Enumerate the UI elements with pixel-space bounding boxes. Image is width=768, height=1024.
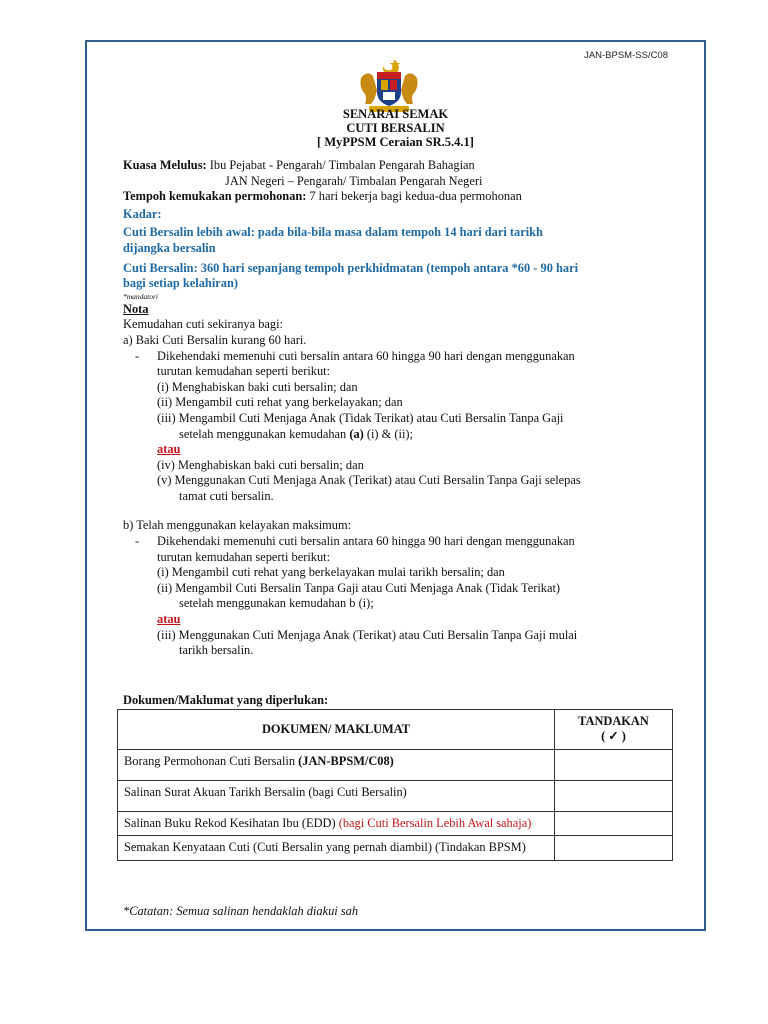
doc-cell: [118, 836, 555, 860]
kuasa-melulus-line: [123, 158, 678, 174]
checkmark-label: ( ✓ ): [601, 729, 626, 744]
tempoh-value: 7 hari bekerja bagi kedua-dua permohonan: [309, 189, 522, 204]
doc-cell: [118, 749, 555, 780]
nota-a-dash-text: Dikehendaki memenuhi cuti bersalin antara 60 hingga 90 hari dengan menggunakan: [157, 348, 575, 363]
kadar-cuti-line2: bagi setiap kelahiran): [123, 276, 238, 291]
nota-b-label: b) Telah menggunakan kelayakan maksimum:: [123, 518, 352, 533]
nota-b-dash-line1: - Dikehendaki memenuhi cuti bersalin antara 60 hingga 90 hari dengan menggunakan: [135, 534, 575, 549]
nota-intro: Kemudahan cuti sekiranya bagi:: [123, 317, 283, 332]
atau-1: atau: [157, 442, 181, 457]
tempoh-line: [123, 189, 678, 205]
title-block: [87, 107, 704, 149]
tandakan-label: TANDAKAN: [578, 714, 649, 728]
nota-a-iii-line1: (iii) Mengambil Cuti Menjaga Anak (Tidak Terikat) atau Cuti Bersalin Tanpa Gaji: [157, 410, 564, 425]
nota-b-i: (i) Mengambil cuti rehat yang berkelayakan mulai tarikh bersalin; dan: [157, 565, 505, 580]
table-row: [118, 811, 673, 835]
malaysia-coat-of-arms-icon: [357, 56, 421, 114]
nota-b-dash-line2: turutan kemudahan seperti berikut:: [157, 549, 331, 564]
atau-2: atau: [157, 612, 181, 627]
doc-cell: [118, 780, 555, 811]
table-row: [118, 780, 673, 811]
document-body: [123, 158, 678, 659]
table-header-row: [118, 710, 673, 750]
doc-text-red: (bagi Cuti Bersalin Lebih Awal sahaja): [338, 815, 532, 830]
nota-a-iii-pre: setelah menggunakan kemudahan: [179, 426, 350, 441]
doc-cell: [118, 811, 555, 835]
nota-a-iii-bold: (a): [349, 426, 364, 441]
nota-b-ii-line1: (ii) Mengambil Cuti Bersalin Tanpa Gaji atau Cuti Menjaga Anak (Tidak Terikat): [157, 580, 561, 595]
title-senarai-semak: SENARAI SEMAK: [342, 107, 449, 121]
nota-heading: Nota: [123, 301, 149, 316]
col-tandakan-header: [555, 710, 673, 750]
nota-a-dash-line2: turutan kemudahan seperti berikut:: [157, 364, 331, 379]
kadar-cuti-line1: Cuti Bersalin: 360 hari sepanjang tempoh perkhidmatan (tempoh antara *60 - 90 hari: [123, 260, 579, 275]
kuasa-line2: JAN Negeri – Pengarah/ Timbalan Pengarah Negeri: [225, 173, 483, 188]
title-cuti-bersalin: CUTI BERSALIN: [346, 121, 445, 135]
title-myppsm: [ MyPPSM Ceraian SR.5.4.1]: [317, 135, 474, 149]
doc-text-bold: (JAN-BPSM/C08): [298, 753, 394, 768]
nota-a-i: (i) Menghabiskan baki cuti bersalin; dan: [157, 379, 358, 394]
catatan-note: *Catatan: Semua salinan hendaklah diakui sah: [123, 904, 359, 918]
nota-b-ii-line2: setelah menggunakan kemudahan b (i);: [179, 596, 374, 611]
nota-b-dash-text: Dikehendaki memenuhi cuti bersalin antara 60 hingga 90 hari dengan menggunakan: [157, 534, 575, 549]
nota-a-dash-line1: - Dikehendaki memenuhi cuti bersalin antara 60 hingga 90 hari dengan menggunakan: [135, 348, 575, 363]
nota-a-ii: (ii) Mengambil cuti rehat yang berkelayakan; dan: [157, 395, 403, 410]
table-row: [118, 836, 673, 860]
kadar-label: Kadar:: [123, 206, 162, 221]
documents-table: [117, 709, 673, 861]
spacer: [123, 504, 678, 518]
nota-a-v-line1: (v) Menggunakan Cuti Menjaga Anak (Terikat) atau Cuti Bersalin Tanpa Gaji selepas: [157, 473, 581, 488]
kadar-awal-line2: dijangka bersalin: [123, 240, 216, 255]
form-code: JAN-BPSM-SS/C08: [584, 50, 668, 61]
kuasa-line1: Ibu Pejabat - Pengarah/ Timbalan Pengarah Bahagian: [209, 158, 475, 172]
doc-text: Semakan Kenyataan Cuti (Cuti Bersalin yang pernah diambil) (Tindakan BPSM): [124, 840, 526, 855]
nota-a-iii-line2: [123, 427, 678, 443]
checkbox-cell[interactable]: [555, 836, 673, 860]
nota-a-iv: (iv) Menghabiskan baki cuti bersalin; dan: [157, 457, 364, 472]
mandatory-note: *mandatori: [123, 291, 159, 301]
nota-a-v-line2: tamat cuti bersalin.: [179, 488, 274, 503]
checkbox-cell[interactable]: [555, 811, 673, 835]
doc-text: Borang Permohonan Cuti Bersalin: [124, 753, 299, 768]
checkbox-cell[interactable]: [555, 780, 673, 811]
nota-b-iii-line2: tarikh bersalin.: [179, 643, 254, 658]
nota-a-iii-post: (i) & (ii);: [363, 426, 413, 441]
tempoh-label: Tempoh kemukakan permohonan:: [123, 189, 307, 204]
col-dokumen-header: DOKUMEN/ MAKLUMAT: [118, 710, 555, 750]
table-row: [118, 749, 673, 780]
nota-b-iii-line1: (iii) Menggunakan Cuti Menjaga Anak (Terikat) atau Cuti Bersalin Tanpa Gaji mulai: [157, 627, 578, 642]
docs-heading: Dokumen/Maklumat yang diperlukan:: [123, 693, 329, 707]
kuasa-label: Kuasa Melulus:: [123, 158, 207, 172]
doc-text: Salinan Buku Rekod Kesihatan Ibu (EDD): [124, 815, 339, 830]
doc-text: Salinan Surat Akuan Tarikh Bersalin (bagi Cuti Bersalin): [124, 784, 407, 799]
page-frame: [85, 40, 706, 931]
kadar-awal-line1: Cuti Bersalin lebih awal: pada bila-bila masa dalam tempoh 14 hari dari tarikh: [123, 225, 543, 240]
nota-a-label: a) Baki Cuti Bersalin kurang 60 hari.: [123, 332, 307, 347]
checkbox-cell[interactable]: [555, 749, 673, 780]
